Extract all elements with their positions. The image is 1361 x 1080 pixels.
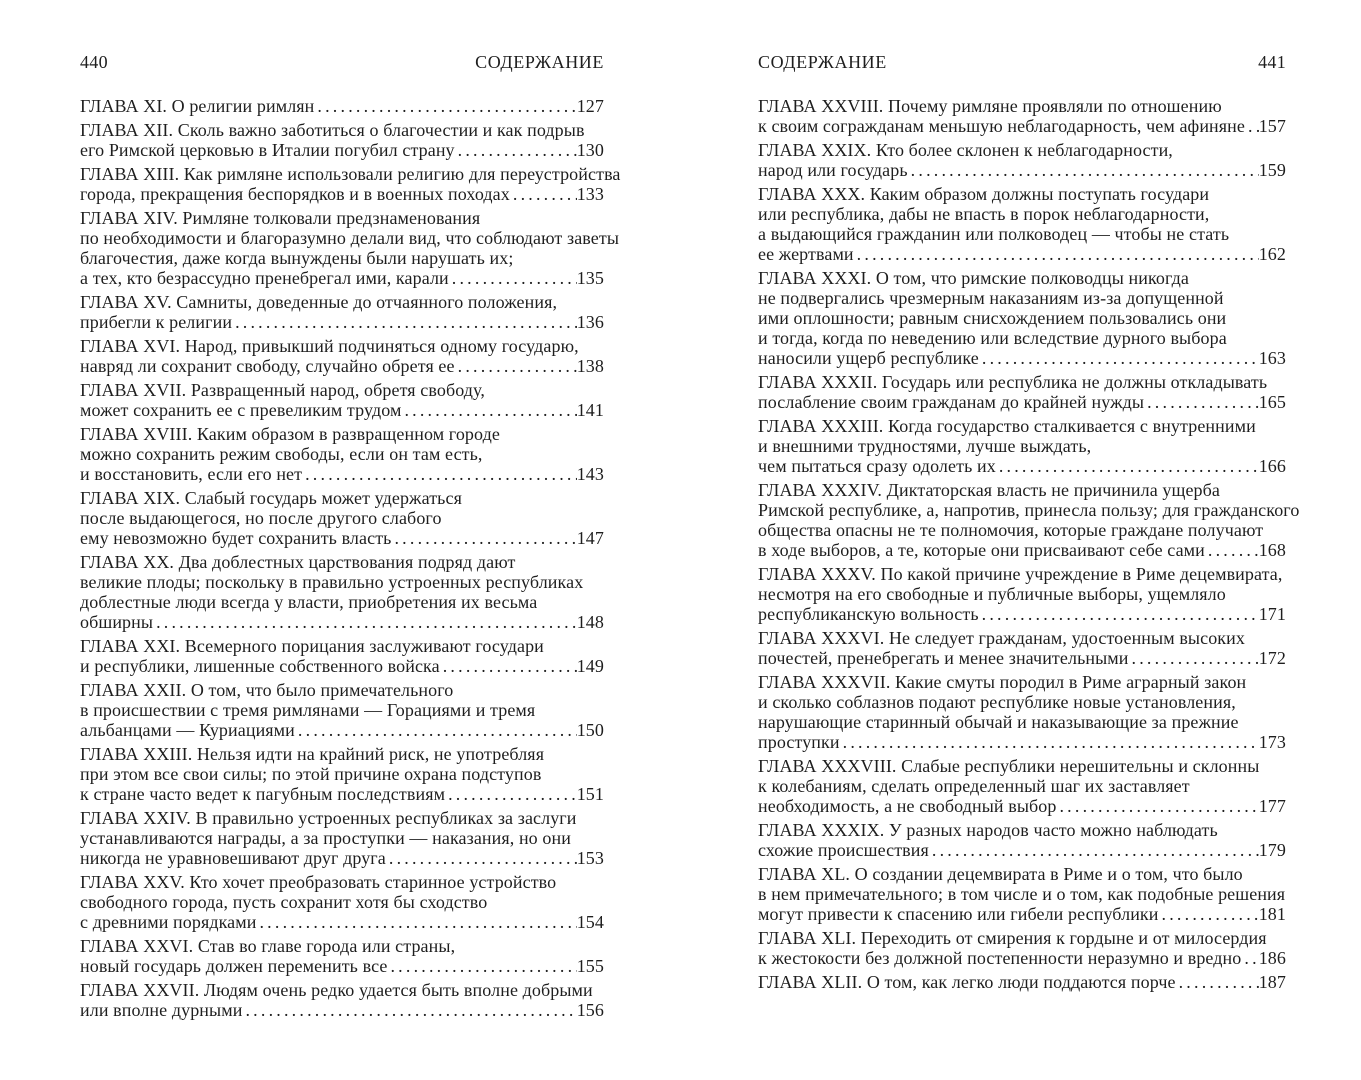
- toc-entry: [80, 872, 604, 932]
- toc-line: [758, 184, 1286, 204]
- toc-line: [80, 744, 604, 764]
- toc-line: [80, 892, 604, 912]
- toc-line: [758, 904, 1286, 924]
- toc-line-text: ГЛАВА XXIV. В правильно устроенных республиках за заслуги: [80, 808, 577, 828]
- toc-page-number: 177: [1258, 796, 1286, 816]
- toc-line: [758, 732, 1286, 752]
- dot-leader: [302, 464, 577, 484]
- toc-page-number: 153: [576, 848, 604, 868]
- dot-leader: [1245, 116, 1259, 136]
- toc-line: [80, 184, 604, 204]
- right-toc-entries: [758, 96, 1300, 992]
- toc-line: [80, 612, 604, 632]
- toc-line: [758, 820, 1286, 840]
- toc-line: [758, 584, 1286, 604]
- toc-entry: [758, 480, 1300, 560]
- toc-line-text: ГЛАВА XXVI. Став во главе города или страны,: [80, 936, 456, 956]
- toc-entry: [758, 372, 1286, 412]
- toc-line-text: ГЛАВА XXIX. Кто более склонен к неблагодарности,: [758, 140, 1173, 160]
- toc-line: [758, 712, 1286, 732]
- toc-entry: [758, 628, 1286, 668]
- toc-line-text: а тех, кто безрассудно пренебрегал ими, карали: [80, 268, 449, 288]
- toc-page-number: 141: [576, 400, 604, 420]
- toc-line: [80, 488, 604, 508]
- toc-line-text: и восстановить, если его нет: [80, 464, 303, 484]
- toc-entry: [758, 140, 1286, 180]
- toc-page-number: 133: [576, 184, 604, 204]
- dot-leader: [1176, 972, 1259, 992]
- toc-line-text: ГЛАВА XLII. О том, как легко люди поддаются порче: [758, 972, 1176, 992]
- toc-page-number: 130: [576, 140, 604, 160]
- toc-line: [80, 164, 621, 184]
- toc-line-text: и республики, лишенные собственного войска: [80, 656, 440, 676]
- toc-line: [80, 336, 604, 356]
- toc-entry: [80, 208, 620, 288]
- toc-page-number: 165: [1258, 392, 1286, 412]
- toc-line-text: по необходимости и благоразумно делали вид, что соблюдают заветы: [80, 228, 620, 248]
- toc-line: [80, 356, 604, 376]
- dot-leader: [1129, 648, 1259, 668]
- toc-page-number: 149: [576, 656, 604, 676]
- toc-line: [758, 140, 1286, 160]
- toc-line-text: а выдающийся гражданин или полководец — чтобы не стать: [758, 224, 1230, 244]
- toc-page-number: 138: [576, 356, 604, 376]
- toc-line-text: ГЛАВА XXXVII. Какие смуты породил в Риме аграрный закон: [758, 672, 1247, 692]
- toc-page-number: 136: [576, 312, 604, 332]
- toc-line-text: может сохранить ее с превеликим трудом: [80, 400, 402, 420]
- toc-line: [80, 268, 604, 288]
- toc-line: [80, 508, 604, 528]
- toc-line: [80, 444, 604, 464]
- toc-line: [80, 248, 604, 268]
- toc-line-text: несмотря на его свободные и публичные выборы, ущемляло: [758, 584, 1226, 604]
- toc-line-text: ГЛАВА XXXIII. Когда государство сталкивается с внутренними: [758, 416, 1256, 436]
- toc-line: [758, 288, 1286, 308]
- toc-entry: [80, 936, 604, 976]
- toc-line-text: ему невозможно будет сохранить власть: [80, 528, 392, 548]
- toc-line: [758, 480, 1286, 500]
- toc-entry: [758, 564, 1286, 624]
- toc-page-number: 151: [576, 784, 604, 804]
- toc-line-text: его Римской церковью в Италии погубил страну: [80, 140, 455, 160]
- toc-line: [80, 528, 604, 548]
- dot-leader: [440, 656, 577, 676]
- toc-line: [758, 540, 1286, 560]
- toc-line-text: к жестокости без должной постепенности неразумно и вредно: [758, 948, 1242, 968]
- toc-line-text: устанавливаются награды, а за проступки — наказания, но они: [80, 828, 571, 848]
- toc-line: [80, 680, 604, 700]
- toc-line: [758, 672, 1286, 692]
- toc-line-text: навряд ли сохранит свободу, случайно обретя ее: [80, 356, 455, 376]
- dot-leader: [510, 184, 577, 204]
- toc-page-number: 168: [1258, 540, 1286, 560]
- toc-line: [80, 912, 604, 932]
- toc-line-text: к колебаниям, сделать определенный шаг их заставляет: [758, 776, 1190, 796]
- toc-line-text: доблестные люди всегда у власти, приобретения их весьма: [80, 592, 538, 612]
- dot-leader: [314, 96, 576, 116]
- toc-line: [758, 692, 1286, 712]
- toc-entry: [80, 120, 604, 160]
- toc-line-text: и тогда, когда по неведению или вследствие дурного выбора: [758, 328, 1227, 348]
- toc-line-text: ГЛАВА XIX. Слабый государь может удержаться: [80, 488, 462, 508]
- toc-line: [80, 120, 604, 140]
- toc-entry: [758, 820, 1286, 860]
- toc-line-text: прибегли к религии: [80, 312, 233, 332]
- toc-entry: [758, 96, 1286, 136]
- toc-line-text: с древними порядками: [80, 912, 257, 932]
- toc-line-text: ГЛАВА XXVIII. Почему римляне проявляли по отношению: [758, 96, 1222, 116]
- toc-line-text: Римской республике, а, напротив, принесла пользу; для гражданского: [758, 500, 1300, 520]
- toc-line-text: свободного города, пусть сохранит хотя бы сходство: [80, 892, 488, 912]
- toc-page-number: 148: [576, 612, 604, 632]
- toc-page-number: 173: [1258, 732, 1286, 752]
- toc-entry: [80, 488, 604, 548]
- toc-line: [80, 848, 604, 868]
- dot-leader: [1159, 904, 1259, 924]
- toc-page-number: 163: [1258, 348, 1286, 368]
- toc-page-number: 181: [1258, 904, 1286, 924]
- toc-page-number: 147: [576, 528, 604, 548]
- toc-page-number: 162: [1258, 244, 1286, 264]
- toc-line: [758, 840, 1286, 860]
- toc-line: [80, 572, 604, 592]
- right-running-head: СОДЕРЖАНИЕ: [758, 52, 887, 72]
- dot-leader: [455, 140, 577, 160]
- dot-leader: [455, 356, 577, 376]
- toc-line: [758, 564, 1286, 584]
- toc-line: [758, 628, 1286, 648]
- toc-page-number: 156: [576, 1000, 604, 1020]
- toc-page-number: 159: [1258, 160, 1286, 180]
- toc-entry: [758, 672, 1286, 752]
- dot-leader: [979, 348, 1259, 368]
- toc-line-text: ГЛАВА XVII. Развращенный народ, обретя свободу,: [80, 380, 485, 400]
- toc-line: [80, 312, 604, 332]
- toc-line-text: ими оплошности; равным снисхождением пользовались они: [758, 308, 1227, 328]
- toc-line-text: ГЛАВА XVI. Народ, привыкший подчиняться одному государю,: [80, 336, 579, 356]
- toc-line-text: ГЛАВА XV. Самниты, доведенные до отчаянного положения,: [80, 292, 558, 312]
- toc-line-text: или республика, дабы не впасть в порок неблагодарности,: [758, 204, 1210, 224]
- toc-page-number: 157: [1258, 116, 1286, 136]
- toc-entry: [80, 744, 604, 804]
- toc-line: [758, 928, 1286, 948]
- toc-line-text: не подвергались чрезмерным наказаниям из-за допущенной: [758, 288, 1224, 308]
- toc-entry: [80, 424, 604, 484]
- toc-line: [758, 204, 1286, 224]
- dot-leader: [445, 784, 577, 804]
- dot-leader: [1205, 540, 1259, 560]
- toc-line-text: послабление своим гражданам до крайней нужды: [758, 392, 1145, 412]
- left-folio: 440: [80, 52, 108, 72]
- toc-line: [758, 116, 1286, 136]
- dot-leader: [295, 720, 577, 740]
- toc-entry: [80, 292, 604, 332]
- toc-line: [758, 224, 1286, 244]
- dot-leader: [1056, 796, 1258, 816]
- toc-line-text: ГЛАВА XII. Сколь важно заботиться о благочестии и как подрыв: [80, 120, 585, 140]
- toc-line-text: ГЛАВА XVIII. Каким образом в развращенном городе: [80, 424, 500, 444]
- left-page-header: [80, 52, 604, 72]
- toc-line: [80, 208, 604, 228]
- dot-leader: [242, 1000, 576, 1020]
- toc-line: [758, 884, 1286, 904]
- toc-line: [758, 244, 1286, 264]
- toc-line-text: ГЛАВА XXXI. О том, что римские полководцы никогда: [758, 268, 1189, 288]
- dot-leader: [153, 612, 577, 632]
- toc-line: [80, 872, 604, 892]
- toc-line: [758, 392, 1286, 412]
- toc-line: [80, 292, 604, 312]
- toc-line: [80, 228, 620, 248]
- toc-line-text: в происшествии с тремя римлянами — Горациями и тремя: [80, 700, 536, 720]
- dot-leader: [979, 604, 1259, 624]
- toc-line: [758, 436, 1286, 456]
- toc-line-text: ГЛАВА XXXV. По какой причине учреждение в Риме децемвирата,: [758, 564, 1283, 584]
- toc-line-text: после выдающегося, но после другого слабого: [80, 508, 442, 528]
- toc-line-text: народ или государь: [758, 160, 908, 180]
- left-running-head: СОДЕРЖАНИЕ: [475, 52, 604, 72]
- toc-line-text: новый государь должен переменить все: [80, 956, 388, 976]
- toc-line: [80, 656, 604, 676]
- toc-page-number: 166: [1258, 456, 1286, 476]
- toc-line-text: почестей, пренебрегать и менее значительными: [758, 648, 1129, 668]
- toc-line: [80, 764, 604, 784]
- toc-line: [80, 400, 604, 420]
- toc-page-number: 187: [1258, 972, 1286, 992]
- dot-leader: [840, 732, 1259, 752]
- toc-line: [80, 636, 604, 656]
- toc-line: [758, 348, 1286, 368]
- toc-line: [758, 416, 1286, 436]
- toc-line: [80, 980, 604, 1000]
- toc-page-number: 155: [576, 956, 604, 976]
- toc-line: [80, 936, 604, 956]
- dot-leader: [387, 956, 576, 976]
- toc-page-number: 154: [576, 912, 604, 932]
- toc-line: [80, 96, 604, 116]
- toc-line: [80, 720, 604, 740]
- toc-line: [758, 604, 1286, 624]
- toc-line: [80, 828, 604, 848]
- toc-line-text: и внешними трудностями, лучше выждать,: [758, 436, 1092, 456]
- left-toc-entries: [80, 96, 621, 1020]
- dot-leader: [908, 160, 1259, 180]
- toc-line-text: альбанцами — Куриациями: [80, 720, 295, 740]
- toc-line-text: ГЛАВА XXX. Каким образом должны поступать государи: [758, 184, 1210, 204]
- toc-entry: [80, 980, 604, 1020]
- toc-line-text: ГЛАВА XXI. Всемерного порицания заслуживают государи: [80, 636, 544, 656]
- toc-line-text: в ходе выборов, а те, которые они присваивают себе сами: [758, 540, 1205, 560]
- toc-line-text: города, прекращения беспорядков и в военных походах: [80, 184, 510, 204]
- toc-entry: [758, 972, 1286, 992]
- toc-line: [80, 552, 604, 572]
- toc-line-text: схожие происшествия: [758, 840, 929, 860]
- toc-line: [758, 160, 1286, 180]
- dot-leader: [1241, 948, 1258, 968]
- toc-page-number: 172: [1258, 648, 1286, 668]
- dot-leader: [996, 456, 1259, 476]
- toc-line-text: ГЛАВА XXXIV. Диктаторская власть не причинила ущерба: [758, 480, 1220, 500]
- toc-line: [758, 864, 1286, 884]
- toc-line-text: ГЛАВА XI. О религии римлян: [80, 96, 315, 116]
- toc-line: [80, 140, 604, 160]
- toc-line: [758, 948, 1286, 968]
- toc-line-text: ГЛАВА XIII. Как римляне использовали религию для переустройства: [80, 164, 621, 184]
- left-page: [80, 52, 621, 1024]
- toc-line-text: ГЛАВА XL. О создании децемвирата в Риме и о том, что было: [758, 864, 1243, 884]
- toc-entry: [758, 416, 1286, 476]
- toc-line-text: ГЛАВА XXV. Кто хочет преобразовать старинное устройство: [80, 872, 557, 892]
- toc-entry: [758, 756, 1286, 816]
- toc-line: [758, 796, 1286, 816]
- toc-line-text: к своим согражданам меньшую неблагодарность, чем афиняне: [758, 116, 1245, 136]
- toc-line: [758, 308, 1286, 328]
- toc-entry: [80, 336, 604, 376]
- toc-line-text: нарушающие старинный обычай и наказывающие за прежние: [758, 712, 1239, 732]
- toc-line: [758, 776, 1286, 796]
- toc-line: [758, 972, 1286, 992]
- toc-entry: [758, 268, 1286, 368]
- toc-line: [80, 1000, 604, 1020]
- toc-page-number: 127: [576, 96, 604, 116]
- toc-line: [758, 456, 1286, 476]
- toc-line: [758, 268, 1286, 288]
- toc-page-number: 171: [1258, 604, 1286, 624]
- toc-line: [758, 96, 1286, 116]
- dot-leader: [401, 400, 576, 420]
- toc-line-text: республиканскую вольность: [758, 604, 979, 624]
- toc-line-text: необходимость, а не свободный выбор: [758, 796, 1057, 816]
- toc-line: [80, 808, 604, 828]
- toc-line-text: при этом все свои силы; по этой причине охрана подступов: [80, 764, 542, 784]
- right-folio: 441: [1258, 52, 1286, 72]
- toc-line-text: никогда не уравновешивают друг друга: [80, 848, 386, 868]
- toc-line: [758, 756, 1286, 776]
- toc-line: [758, 500, 1300, 520]
- toc-line: [80, 700, 604, 720]
- toc-line-text: ГЛАВА XXVII. Людям очень редко удается быть вполне добрыми: [80, 980, 593, 1000]
- toc-line-text: ГЛАВА XXII. О том, что было примечательного: [80, 680, 454, 700]
- toc-entry: [758, 928, 1286, 968]
- toc-line-text: к стране часто ведет к пагубным последствиям: [80, 784, 446, 804]
- toc-line: [80, 464, 604, 484]
- toc-page-number: 135: [576, 268, 604, 288]
- toc-line-text: ГЛАВА XXXII. Государь или республика не должны откладывать: [758, 372, 1268, 392]
- toc-page-number: 143: [576, 464, 604, 484]
- toc-line-text: ГЛАВА XXXIX. У разных народов часто можно наблюдать: [758, 820, 1218, 840]
- toc-line-text: в нем примечательного; в том числе и о том, как подобные решения: [758, 884, 1286, 904]
- toc-line: [758, 372, 1286, 392]
- toc-line-text: ГЛАВА XXIII. Нельзя идти на крайний риск, не употребляя: [80, 744, 545, 764]
- toc-line: [80, 956, 604, 976]
- toc-entry: [80, 380, 604, 420]
- dot-leader: [929, 840, 1259, 860]
- toc-entry: [758, 864, 1286, 924]
- right-page-header: [758, 52, 1286, 72]
- toc-line-text: или вполне дурными: [80, 1000, 243, 1020]
- dot-leader: [854, 244, 1259, 264]
- toc-line-text: ее жертвами: [758, 244, 854, 264]
- dot-leader: [386, 848, 577, 868]
- dot-leader: [391, 528, 576, 548]
- toc-line: [80, 592, 604, 612]
- dot-leader: [256, 912, 576, 932]
- toc-entry: [80, 680, 604, 740]
- dot-leader: [449, 268, 577, 288]
- toc-line: [758, 520, 1286, 540]
- toc-line: [80, 424, 604, 444]
- toc-line-text: ГЛАВА XIV. Римляне толковали предзнаменования: [80, 208, 481, 228]
- toc-line-text: ГЛАВА XLI. Переходить от смирения к гордыне и от милосердия: [758, 928, 1267, 948]
- toc-entry: [758, 184, 1286, 264]
- toc-entry: [80, 552, 604, 632]
- toc-line: [758, 648, 1286, 668]
- toc-line-text: и сколько соблазнов подают республике новые установления,: [758, 692, 1236, 712]
- dot-leader: [1144, 392, 1259, 412]
- right-page: [758, 52, 1300, 996]
- toc-entry: [80, 808, 604, 868]
- toc-line-text: наносили ущерб республике: [758, 348, 979, 368]
- toc-entry: [80, 164, 621, 204]
- toc-line-text: благочестия, даже когда вынуждены были нарушать их;: [80, 248, 514, 268]
- toc-entry: [80, 636, 604, 676]
- dot-leader: [232, 312, 577, 332]
- toc-line-text: проступки: [758, 732, 840, 752]
- toc-entry: [80, 96, 604, 116]
- toc-line-text: чем пытаться сразу одолеть их: [758, 456, 996, 476]
- toc-line-text: можно сохранить режим свободы, если он там есть,: [80, 444, 483, 464]
- toc-line: [80, 784, 604, 804]
- toc-line-text: ГЛАВА XXXVI. Не следует гражданам, удостоенным высоких: [758, 628, 1245, 648]
- toc-line-text: ГЛАВА XXXVIII. Слабые республики нерешительны и склонны: [758, 756, 1260, 776]
- toc-line-text: великие плоды; поскольку в правильно устроенных республиках: [80, 572, 584, 592]
- toc-line: [80, 380, 604, 400]
- toc-page-number: 179: [1258, 840, 1286, 860]
- toc-line-text: ГЛАВА XX. Два доблестных царствования подряд дают: [80, 552, 516, 572]
- toc-line-text: общества опасны не те полномочия, которые граждане получают: [758, 520, 1264, 540]
- toc-page-number: 150: [576, 720, 604, 740]
- toc-page-number: 186: [1258, 948, 1286, 968]
- toc-line: [758, 328, 1286, 348]
- toc-line-text: обширны: [80, 612, 154, 632]
- toc-line-text: могут привести к спасению или гибели республики: [758, 904, 1159, 924]
